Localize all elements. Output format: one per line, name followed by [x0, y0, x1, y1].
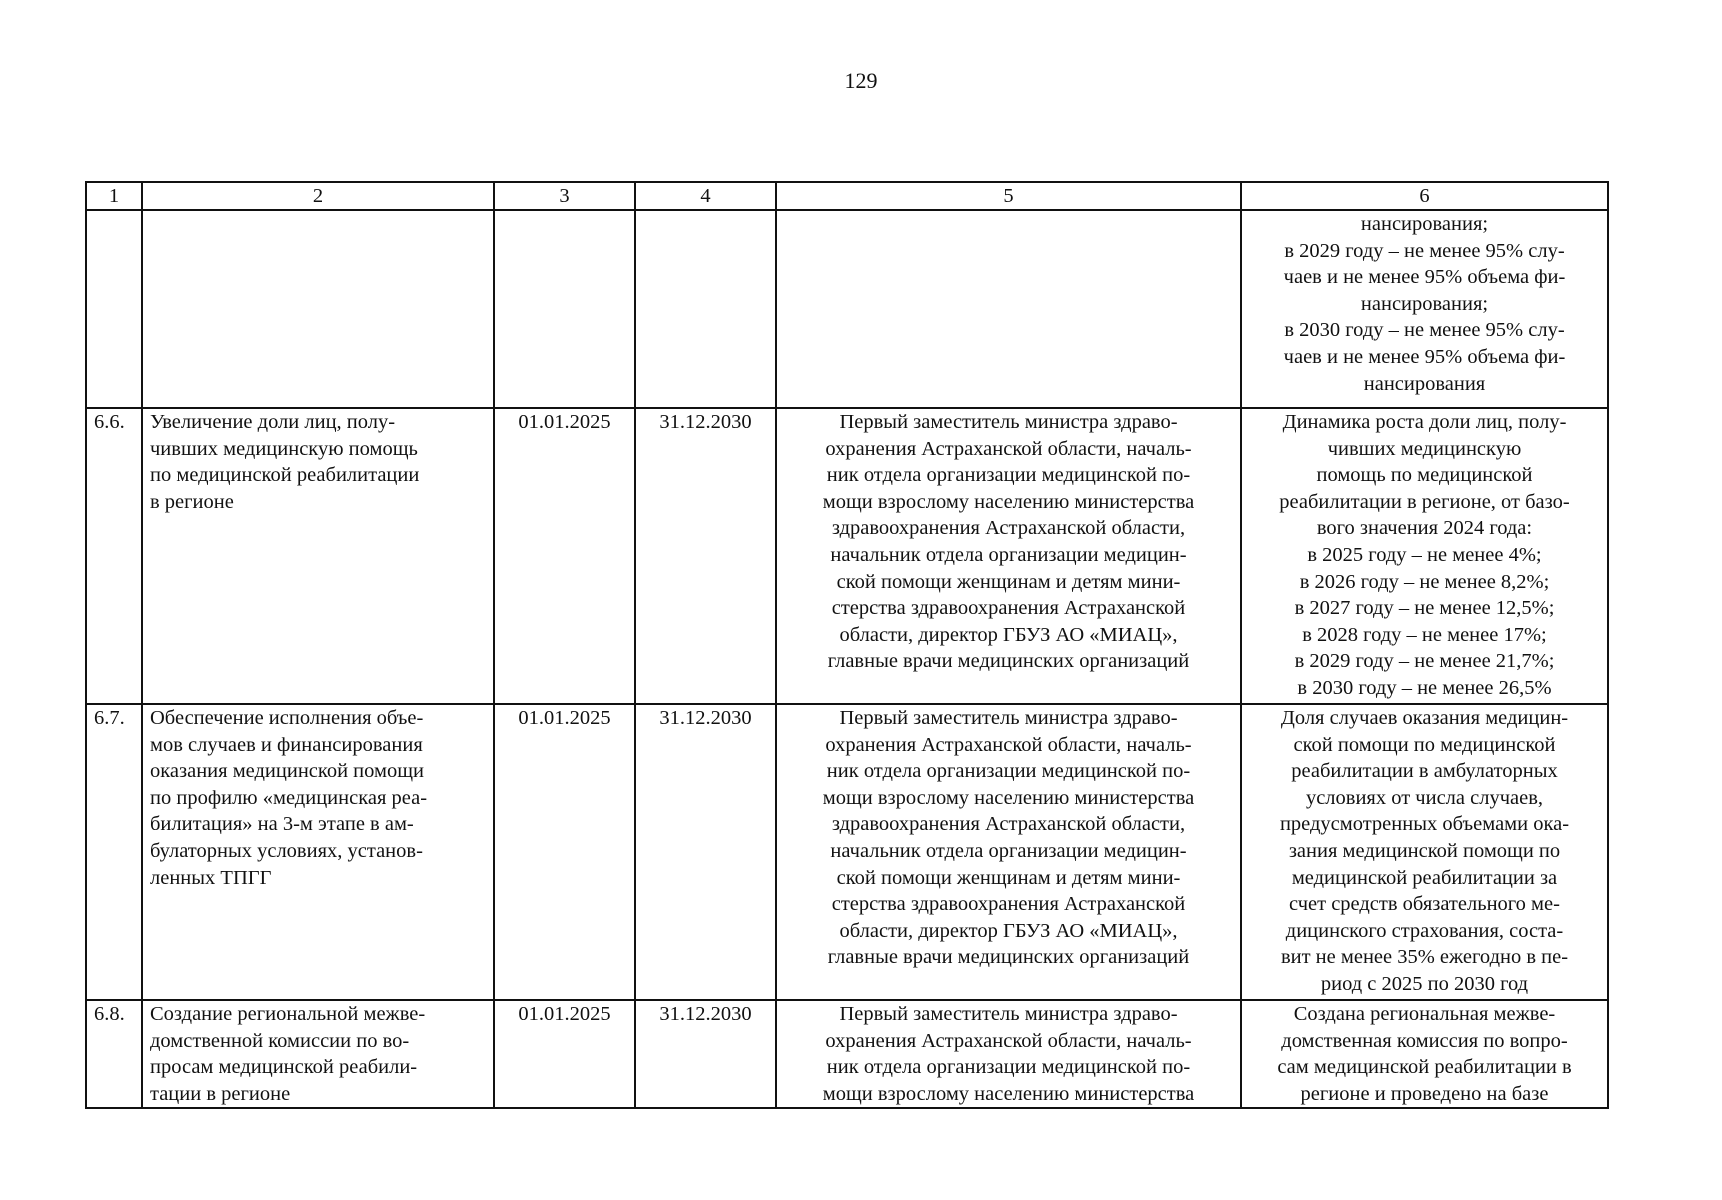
cell-text-line: ник отдела организации медицинской по-: [826, 464, 1191, 487]
cell-text-line: счет средств обязательного ме-: [1289, 893, 1560, 916]
cell-text-line: охранения Астраханской области, началь-: [825, 1029, 1192, 1052]
responsible-cell: [776, 210, 1241, 408]
measure-title-cell: [142, 1000, 494, 1108]
cell-text-line: Создание региональной межве-: [150, 1003, 426, 1025]
cell-text-line: оказания медицинской помощи: [150, 760, 424, 783]
end-date-cell: 31.12.2030: [635, 1000, 776, 1108]
cell-text-line: условиях от числа случаев,: [1305, 786, 1544, 809]
cell-text-line: в 2026 году – не менее 8,2%;: [1299, 570, 1550, 593]
column-header-6: 6: [1241, 182, 1608, 210]
table-row-continuation: [86, 210, 1608, 408]
cell-text-line: стерства здравоохранения Астраханской: [831, 597, 1186, 620]
cell-text-line: Первый заместитель министра здраво-: [839, 411, 1178, 433]
table-row: [86, 408, 1608, 704]
cell-text-line: начальник отдела организации медицин-: [830, 543, 1187, 566]
cell-text-line: начальник отдела организации медицин-: [830, 839, 1187, 862]
cell-text-line: Первый заместитель министра здраво-: [839, 707, 1178, 729]
start-date-cell: 01.01.2025: [494, 704, 635, 1000]
plan-table: [85, 181, 1609, 1109]
start-date-cell: 01.01.2025: [494, 408, 635, 704]
cell-text-line: ник отдела организации медицинской по-: [826, 760, 1191, 783]
cell-text-line: в 2027 году – не менее 12,5%;: [1294, 597, 1555, 620]
cell-text-line: в регионе: [150, 490, 234, 513]
measure-title-cell: [142, 408, 494, 704]
cell-text-line: помощь по медицинской: [1316, 464, 1533, 487]
row-number-cell: 6.7.: [86, 704, 142, 1000]
column-header-3: 3: [494, 182, 635, 210]
cell-text-line: чивших медицинскую помощь: [150, 437, 418, 460]
end-date-cell: 31.12.2030: [635, 408, 776, 704]
cell-text-line: Увеличение доли лиц, полу-: [150, 411, 396, 433]
cell-text-line: ник отдела организации медицинской по-: [826, 1056, 1191, 1079]
cell-text-line: нансирования;: [1360, 213, 1489, 235]
table-header-row: [86, 182, 1608, 210]
cell-text-line: булаторных условиях, установ-: [150, 839, 423, 862]
cell-text-line: просам медицинской реабили-: [150, 1056, 418, 1079]
cell-text-line: дицинского страхования, соста-: [1285, 919, 1564, 942]
cell-text-line: предусмотренных объемами ока-: [1279, 813, 1570, 836]
row-number-cell: [86, 210, 142, 408]
cell-text-line: здравоохранения Астраханской области,: [831, 517, 1186, 540]
result-cell: [1241, 704, 1608, 1000]
cell-text-line: здравоохранения Астраханской области,: [831, 813, 1186, 836]
cell-text-line: вит не менее 35% ежегодно в пе-: [1280, 946, 1569, 969]
cell-text-line: в 2025 году – не менее 4%;: [1307, 543, 1542, 566]
cell-text-line: главные врачи медицинских организаций: [827, 650, 1190, 673]
table-row: [86, 1000, 1608, 1108]
cell-text-line: Динамика роста доли лиц, полу-: [1282, 411, 1567, 433]
cell-text-line: мощи взрослому населению министерства: [822, 490, 1195, 513]
cell-text-line: в 2030 году – не менее 26,5%: [1297, 676, 1552, 699]
column-header-1: 1: [86, 182, 142, 210]
cell-text-line: главные врачи медицинских организаций: [827, 946, 1190, 969]
start-date-cell: [494, 210, 635, 408]
cell-text-line: чивших медицинскую: [1327, 437, 1522, 460]
cell-text-line: Обеспечение исполнения объе-: [150, 707, 424, 729]
responsible-cell: [776, 704, 1241, 1000]
cell-text-line: области, директор ГБУЗ АО «МИАЦ»,: [839, 919, 1178, 942]
measure-title-cell: [142, 210, 494, 408]
cell-text-line: вого значения 2024 года:: [1316, 517, 1533, 540]
end-date-cell: [635, 210, 776, 408]
cell-text-line: риод с 2025 по 2030 год: [1320, 972, 1529, 995]
cell-text-line: мощи взрослому населению министерства: [822, 786, 1195, 809]
cell-text-line: Первый заместитель министра здраво-: [839, 1003, 1178, 1025]
row-number-cell: 6.8.: [86, 1000, 142, 1108]
cell-text-line: реабилитации в амбулаторных: [1291, 760, 1558, 783]
result-cell: [1241, 210, 1608, 408]
cell-text-line: охранения Астраханской области, началь-: [825, 733, 1192, 756]
responsible-cell: [776, 408, 1241, 704]
cell-text-line: охранения Астраханской области, началь-: [825, 437, 1192, 460]
cell-text-line: ской помощи женщинам и детям мини-: [836, 866, 1181, 889]
cell-text-line: мов случаев и финансирования: [150, 733, 423, 756]
cell-text-line: в 2029 году – не менее 95% слу-: [1284, 239, 1565, 262]
cell-text-line: нансирования;: [1360, 292, 1489, 315]
cell-text-line: по медицинской реабилитации: [150, 464, 420, 487]
cell-text-line: в 2028 году – не менее 17%;: [1302, 623, 1547, 646]
cell-text-line: мощи взрослому населению министерства: [822, 1082, 1195, 1105]
column-header-2: 2: [142, 182, 494, 210]
responsible-cell: [776, 1000, 1241, 1108]
cell-text-line: домственная комиссия по вопро-: [1281, 1029, 1568, 1052]
cell-text-line: билитация» на 3-м этапе в ам-: [150, 813, 414, 836]
cell-text-line: чаев и не менее 95% объема фи-: [1283, 345, 1566, 368]
end-date-cell: 31.12.2030: [635, 704, 776, 1000]
cell-text-line: области, директор ГБУЗ АО «МИАЦ»,: [839, 623, 1178, 646]
cell-text-line: ской помощи женщинам и детям мини-: [836, 570, 1181, 593]
cell-text-line: по профилю «медицинская реа-: [150, 786, 428, 809]
cell-text-line: Доля случаев оказания медицин-: [1280, 707, 1569, 729]
column-header-4: 4: [635, 182, 776, 210]
row-number-cell: 6.6.: [86, 408, 142, 704]
cell-text-line: нансирования: [1363, 372, 1486, 395]
start-date-cell: 01.01.2025: [494, 1000, 635, 1108]
cell-text-line: Создана региональная межве-: [1293, 1003, 1556, 1025]
cell-text-line: регионе и проведено на базе: [1300, 1082, 1549, 1105]
measure-title-cell: [142, 704, 494, 1000]
page-number: 129: [844, 68, 878, 93]
table-row: [86, 704, 1608, 1000]
cell-text-line: реабилитации в регионе, от базо-: [1279, 490, 1570, 513]
result-cell: [1241, 408, 1608, 704]
column-header-5: 5: [776, 182, 1241, 210]
cell-text-line: зания медицинской помощи по: [1288, 839, 1561, 862]
cell-text-line: тации в регионе: [150, 1082, 291, 1105]
cell-text-line: сам медицинской реабилитации в: [1277, 1056, 1572, 1079]
result-cell: [1241, 1000, 1608, 1108]
cell-text-line: ленных ТПГГ: [150, 866, 272, 889]
cell-text-line: медицинской реабилитации за: [1291, 866, 1558, 889]
cell-text-line: стерства здравоохранения Астраханской: [831, 893, 1186, 916]
cell-text-line: ской помощи по медицинской: [1293, 733, 1556, 756]
cell-text-line: в 2030 году – не менее 95% слу-: [1284, 319, 1565, 342]
cell-text-line: чаев и не менее 95% объема фи-: [1283, 266, 1566, 289]
cell-text-line: в 2029 году – не менее 21,7%;: [1294, 650, 1555, 673]
cell-text-line: домственной комиссии по во-: [150, 1029, 410, 1052]
